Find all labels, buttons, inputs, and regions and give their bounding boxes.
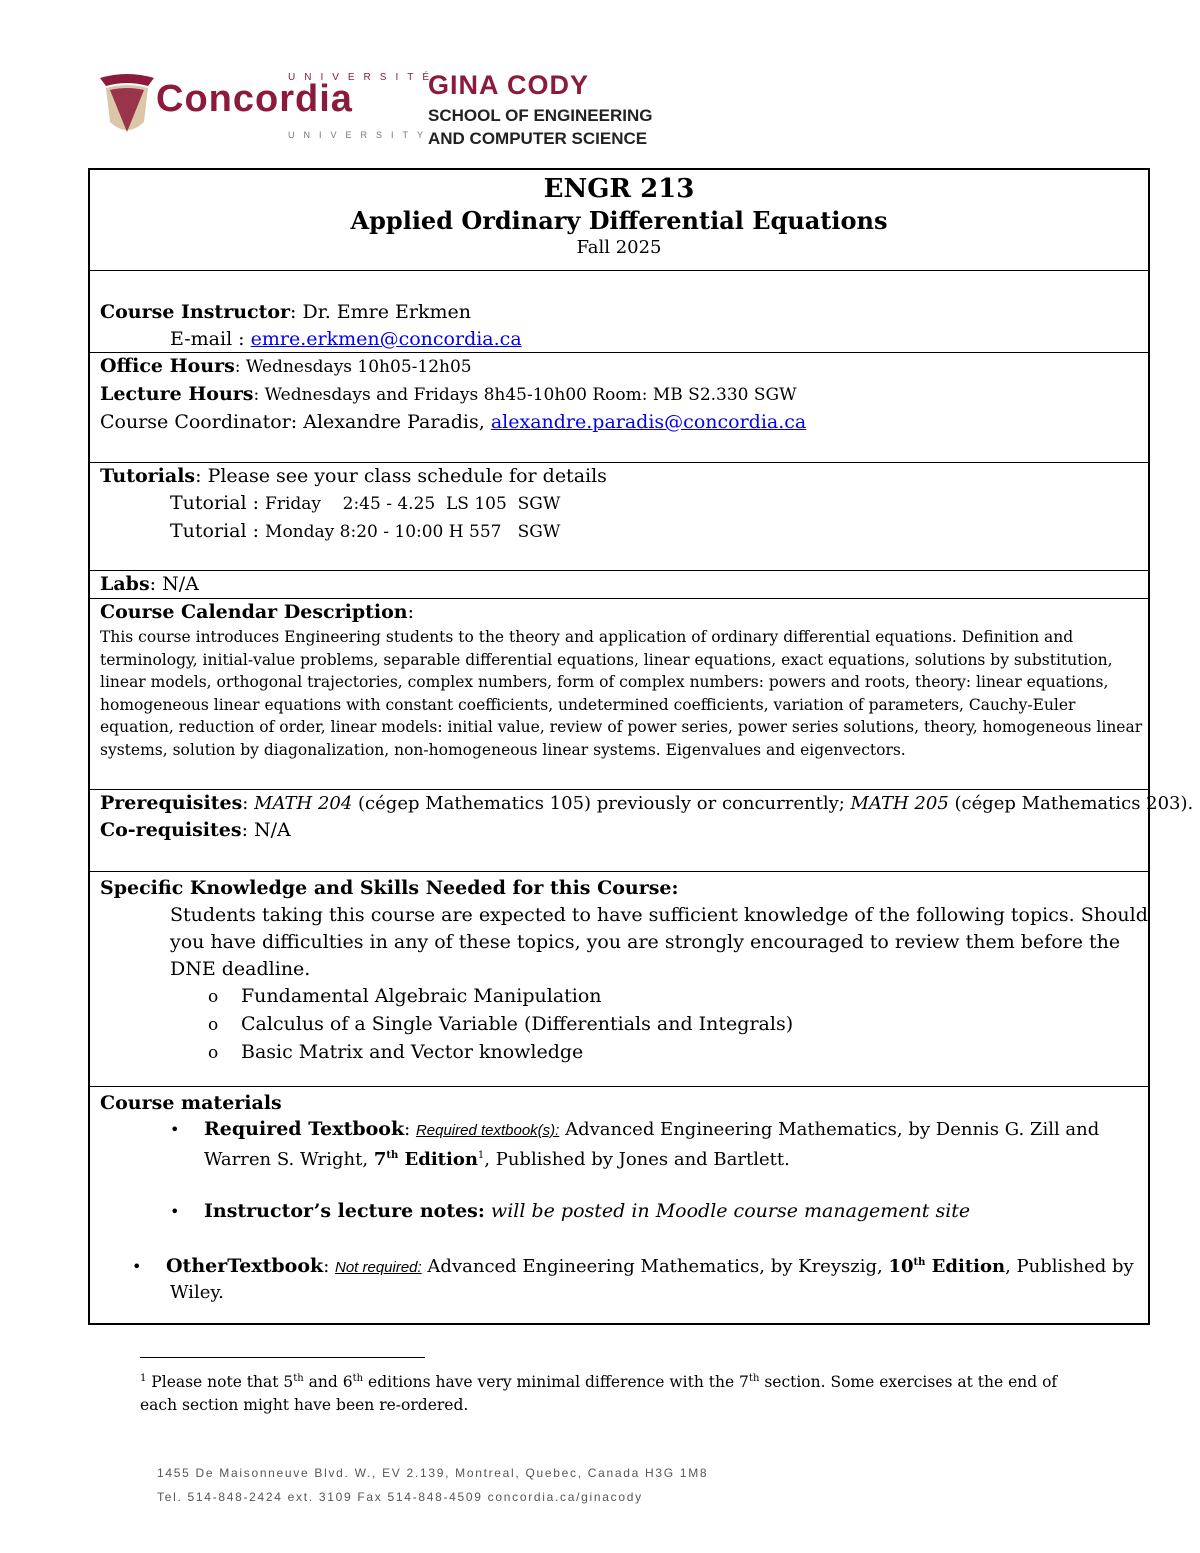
calendar-description: This course introduces Engineering students to the theory and application of ordinary differential equations. Definition and terminology, initial-value problems, separable differential equations, linear equations, exact equations, solutions by substitution, linear models, orthogonal trajectories, complex numbers, form of complex numbers: powers and roots, theory: linear equations, homogeneous linear equations with constant coefficients, undetermined coefficients, variation of parameters, Cauchy-Euler equation, reduction of order, linear models: initial value, review of power series, power series solutions, theory, homogeneous linear systems, solution by diagonalization, non-homogeneous linear systems. Eigenvalues and eigenvectors.: [100, 628, 1143, 759]
labs-label: Labs: [100, 573, 150, 595]
tutorial-item: Tutorial : Monday 8:20 - 10:00 H 557 SGW: [170, 520, 561, 542]
list-item: • Required Textbook: Required textbook(s): Advanced Engineering Mathematics, by Dennis G. Zill and: [170, 1118, 1100, 1140]
course-code: ENGR 213: [543, 174, 695, 204]
lecture-hours-label: Lecture Hours: [100, 383, 254, 405]
footnote: $^1$ Please note that 5th and 6th editions have very minimal difference with the 7th section. Some exercises at the end of each section might have been re-ordered.: [140, 1373, 1058, 1415]
coreq-label: Co-requisites: [100, 819, 242, 841]
instructor-name: : Dr. Emre Erkmen: [290, 301, 472, 323]
office-hours-value: : Wednesdays 10h05-12h05: [234, 357, 472, 377]
skills-section: Specific Knowledge and Skills Needed for this Course: Students taking this course are expected to have sufficient knowledge of the following topics. Should you have difficulties in any of these topics, you are strongly encouraged to review them before the DNE deadline. o Fundamental Algebraic Manipulation o Calculus of a Single Variable (Differentials and Integrals) o Basic Matrix and Vector knowledge: [90, 872, 1148, 1087]
university-top-text: UNIVERSITÉ: [288, 72, 439, 83]
math204: MATH 204: [254, 793, 353, 814]
list-item: • OtherTextbook: Not required: Advanced Engineering Mathematics, by Kreyszig, 10th Edition, Published by: [132, 1255, 1134, 1277]
materials-section: Course materials • Required Textbook: Required textbook(s): Advanced Engineering Mathematics, by Dennis G. Zill and Warren S. Wright, 7th Edition$^1$, Published by Jones and Bartlett. • Instructor’s lecture notes: will be posted in Moodle course management site • OtherTextbook: Not required: Advanced Engineering Mathematics, by Kreyszig, 10th Edition, Published by Wiley.: [90, 1087, 1148, 1323]
university-bottom-text: UNIVERSITY: [288, 130, 433, 140]
instructor-label: Course Instructor: [100, 301, 291, 323]
list-item: o Fundamental Algebraic Manipulation: [208, 985, 602, 1007]
math205: MATH 205: [850, 793, 949, 814]
concordia-shield-logo: [98, 72, 156, 144]
tutorials-label: Tutorials: [100, 465, 196, 487]
instructor-section: [90, 271, 1148, 353]
coordinator-text: Course Coordinator: Alexandre Paradis,: [100, 411, 491, 433]
materials-label: Course materials: [100, 1092, 282, 1114]
instructor-email-link[interactable]: emre.erkmen@concordia.ca: [250, 328, 522, 350]
hours-section: [90, 353, 1148, 463]
coreq-value: : N/A: [241, 819, 291, 841]
prereq-label: Prerequisites: [100, 792, 243, 814]
office-hours-label: Office Hours: [100, 355, 235, 377]
school-name: GINA CODY: [428, 70, 590, 100]
tutorials-section: [90, 463, 1148, 571]
coordinator-email-link[interactable]: alexandre.paradis@concordia.ca: [490, 411, 807, 433]
footer-address: 1455 De Maisonneuve Blvd. W., EV 2.139, Montreal, Quebec, Canada H3G 1M8: [157, 1466, 709, 1480]
course-term: Fall 2025: [576, 237, 662, 258]
calendar-label: Course Calendar Description: [100, 601, 408, 623]
skills-label: Specific Knowledge and Skills Needed for this Course:: [100, 877, 679, 899]
calendar-section: Course Calendar Description: This course introduces Engineering students to the theory and application of ordinary differential equations. Definition and terminology, initial-value problems, separable differential equations, linear equations, exact equations, solutions by substitution, linear models, orthogonal trajectories, complex numbers, form of complex numbers: powers and roots, theory: linear equations, homogeneous linear equations with constant coefficients, undetermined coefficients, variation of parameters, Cauchy-Euler equation, reduction of order, linear models: initial value, review of power series, power series solutions, theory, homogeneous linear systems, solution by diagonalization, non-homogeneous linear systems. Eigenvalues and eigenvectors.: [90, 599, 1148, 790]
tutorials-value: : Please see your class schedule for details: [195, 465, 607, 487]
school-subtitle: SCHOOL OF ENGINEERING AND COMPUTER SCIENCE: [428, 106, 653, 148]
course-title-section: [90, 170, 1148, 271]
list-item: o Basic Matrix and Vector knowledge: [208, 1041, 584, 1063]
labs-value: : N/A: [149, 573, 199, 595]
footer-contact: Tel. 514-848-2424 ext. 3109 Fax 514-848-4509 concordia.ca/ginacody: [157, 1490, 643, 1504]
email-label: E-mail :: [170, 328, 251, 350]
lecture-hours-value: : Wednesdays and Fridays 8h45-10h00 Room: MB S2.330 SGW: [253, 385, 797, 405]
footnote-rule: [140, 1357, 425, 1358]
tutorial-item: Tutorial : Friday 2:45 - 4.25 LS 105 SGW: [170, 492, 561, 514]
course-outline-table: [88, 168, 1194, 1325]
list-item: • Instructor’s lecture notes: will be posted in Moodle course management site: [170, 1200, 971, 1222]
labs-section: [90, 571, 1148, 599]
list-item: o Calculus of a Single Variable (Differentials and Integrals): [208, 1013, 794, 1035]
course-title: Applied Ordinary Differential Equations: [350, 206, 888, 235]
university-name: Concordia: [156, 78, 353, 120]
page-header: [98, 68, 698, 148]
prerequisites-section: Prerequisites: MATH 204 (cégep Mathematics 105) previously or concurrently; MATH 205 (cégep Mathematics 203). Co-requisites: N/A: [90, 790, 1148, 872]
